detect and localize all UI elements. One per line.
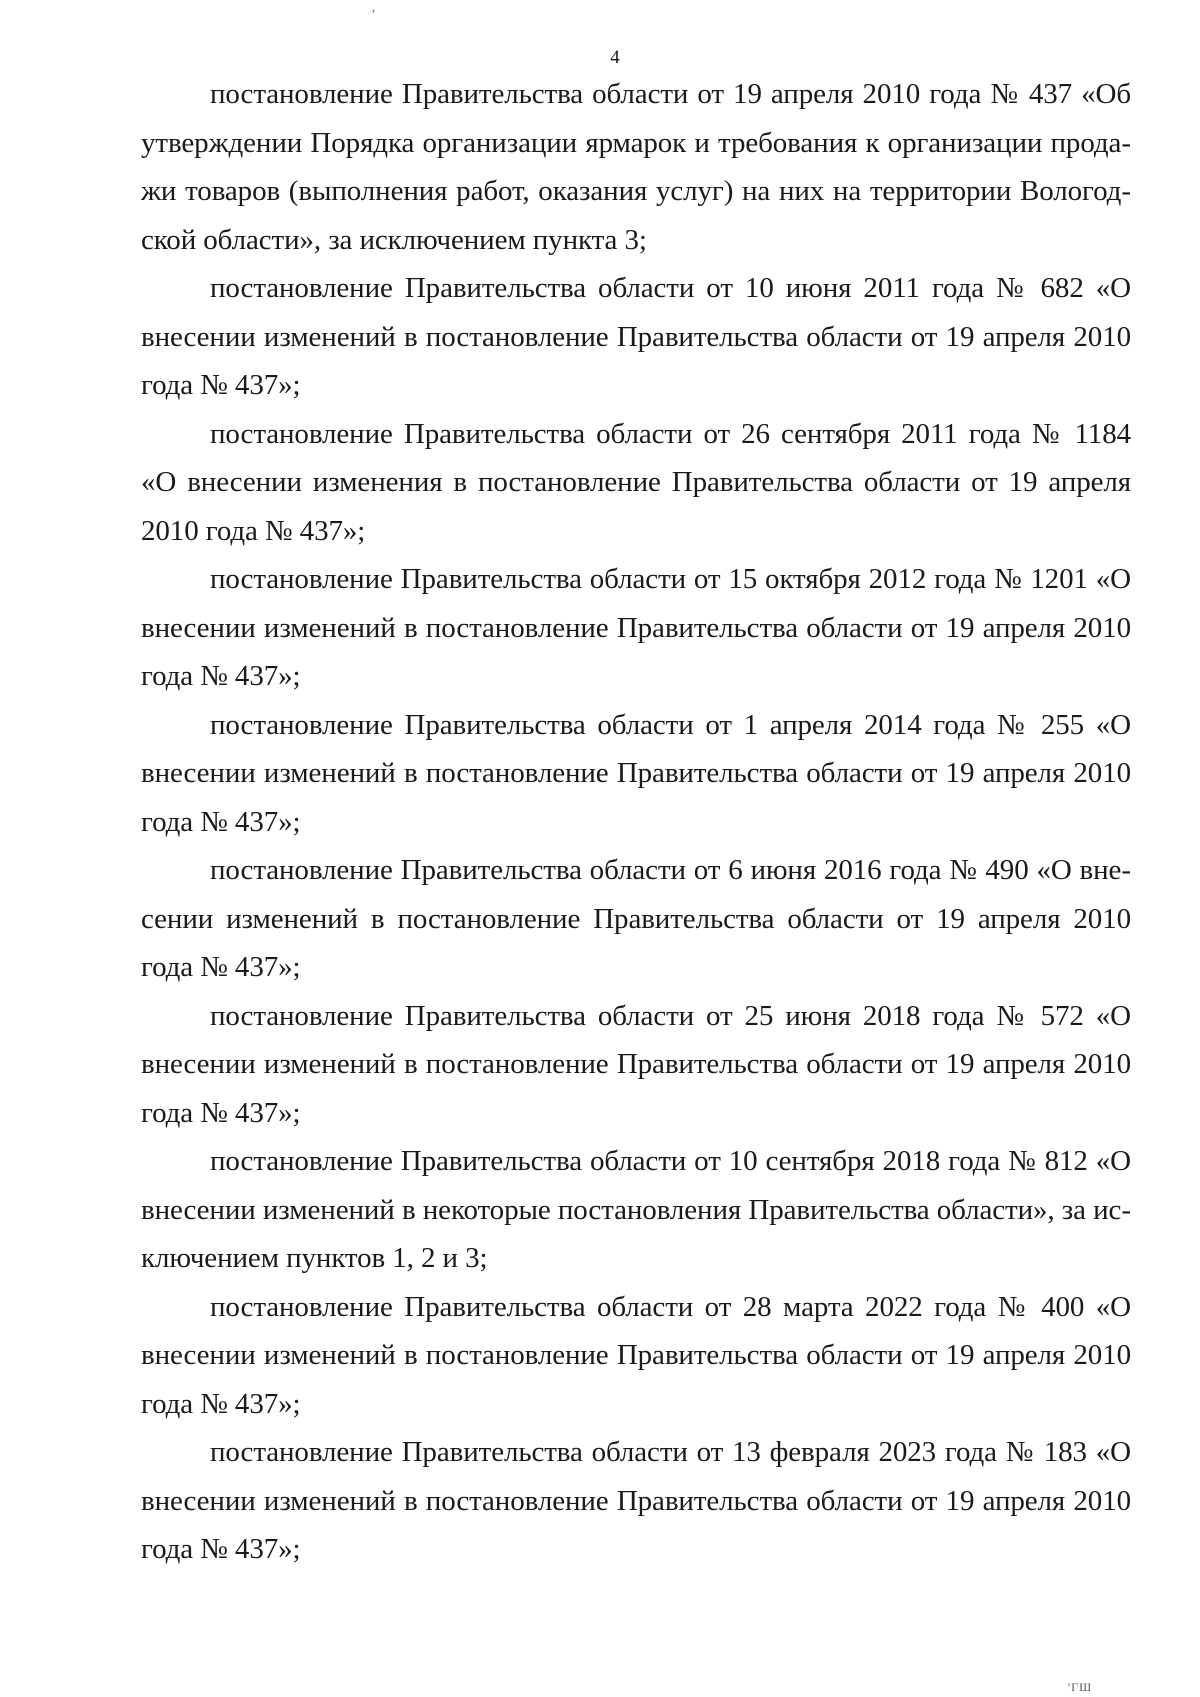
paragraph-10: постановление Правительства области от 13 февраля 2023 года № 183 «О внесении изменений в постановление Правительства области от 19 апреля 2010 года № 437»;: [141, 1436, 1131, 1565]
scan-artifact-bottom: 'ГШ: [1068, 1680, 1093, 1694]
paragraph-8: постановление Правительства области от 10 сентября 2018 года № 812 «О внесении изменений в некоторые постановления Правительства области», за исключением пунктов 1, 2 и 3;: [141, 1145, 1131, 1274]
paragraph-4: постановление Правительства области от 15 октября 2012 года № 1201 «О внесении изменений в постановление Правительства области от 19 апреля 2010 года № 437»;: [141, 563, 1131, 692]
page-number: 4: [610, 47, 620, 68]
paragraph-5: постановление Правительства области от 1 апреля 2014 года № 255 «О внесении изменений в постановление Правительства области от 19 апреля 2010 года № 437»;: [141, 708, 1131, 838]
paragraph-7: постановление Правительства области от 25 июня 2018 года № 572 «О внесении изменений в постановление Правительства области от 19 апреля 2010 года № 437»;: [141, 999, 1131, 1129]
paragraph-2: постановление Правительства области от 10 июня 2011 года № 682 «О внесении изменений в постановление Правительства области от 19 апреля 2010 года № 437»;: [141, 272, 1131, 401]
paragraph-3: постановление Правительства области от 26 сентября 2011 года № 1184 «О внесении изменения в постановление Правительства области от 19 апреля 2010 года № 437»;: [141, 417, 1131, 547]
paragraph-6: постановление Правительства области от 6 июня 2016 года № 490 «О внесении изменений в постановление Правительства области от 19 апреля 2010 года № 437»;: [141, 854, 1131, 983]
paragraph-9: постановление Правительства области от 28 марта 2022 года № 400 «О внесении изменений в постановление Правительства области от 19 апреля 2010 года № 437»;: [141, 1290, 1131, 1420]
scan-artifact-top: ,: [372, 0, 375, 14]
paragraph-1: постановление Правительства области от 19 апреля 2010 года № 437 «Об утверждении Порядка организации ярмарок и требования к организации продажи товаров (выполнения работ, оказания услуг) на них на территории Вологодской области», за исключением пункта 3;: [141, 78, 1131, 256]
document-body: [141, 70, 1131, 1574]
